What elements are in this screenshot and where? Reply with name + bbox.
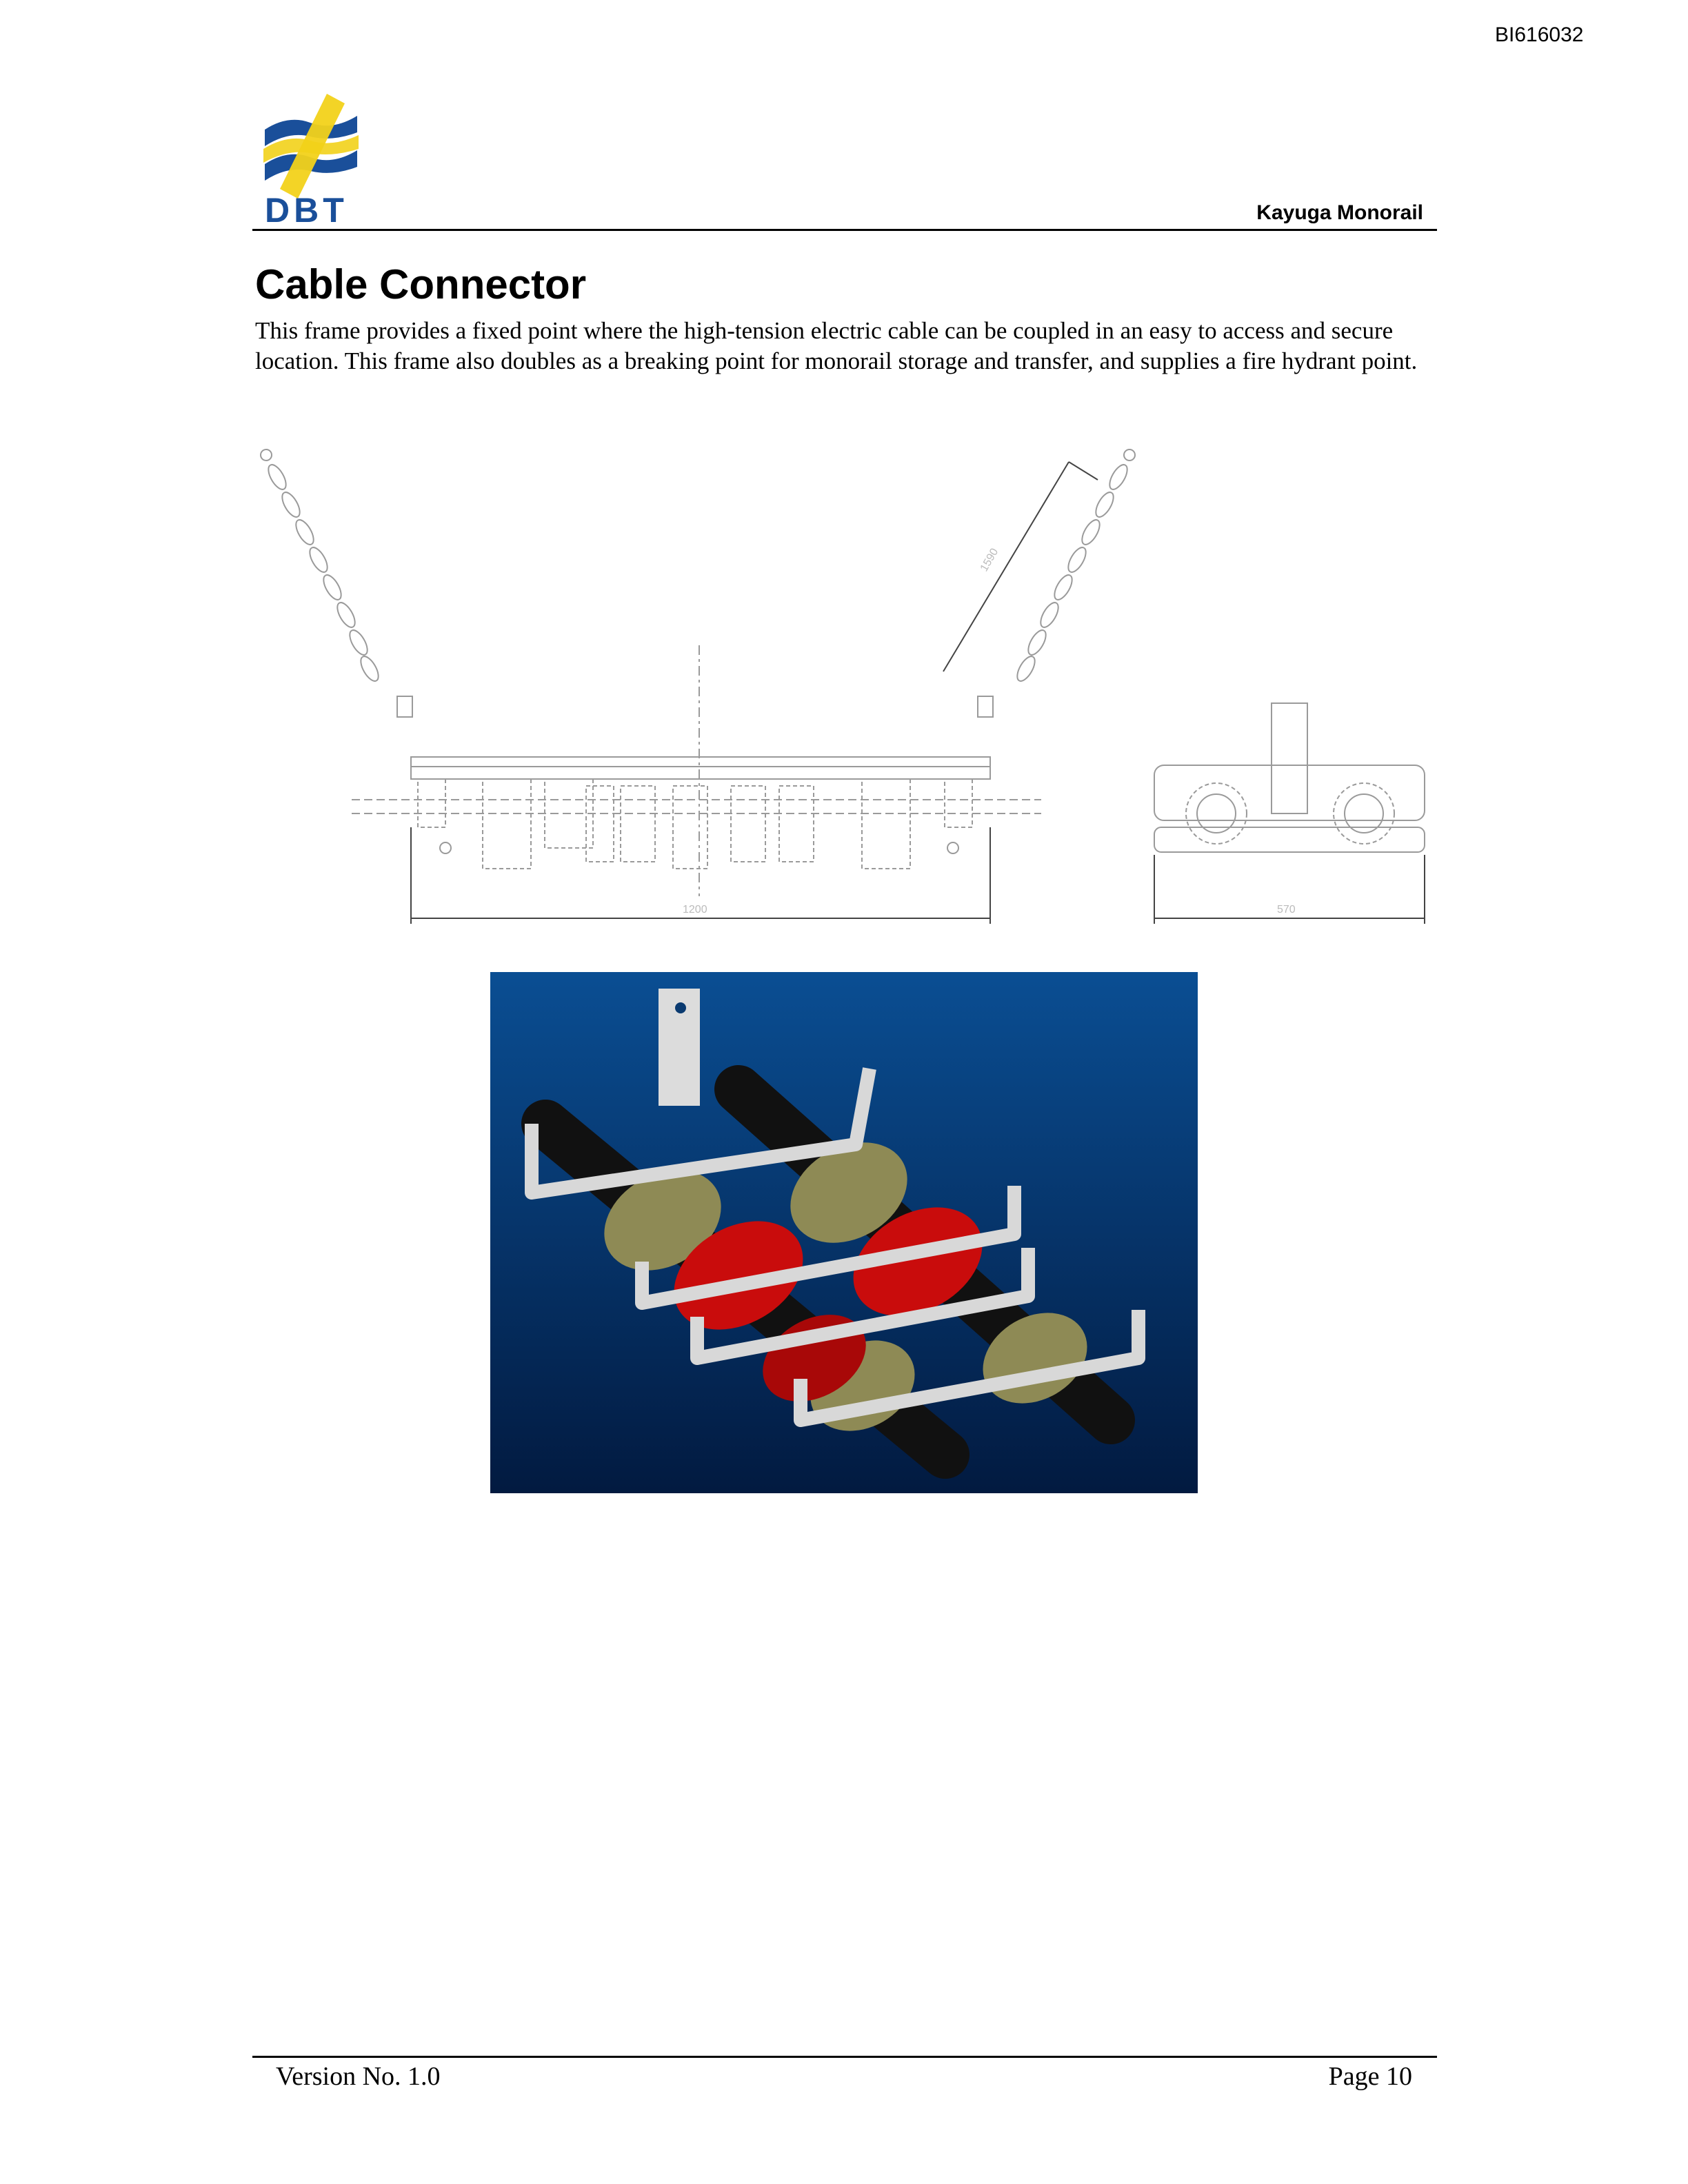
- chain-length-label: 1590: [978, 546, 1001, 574]
- right-chain: [978, 449, 1135, 717]
- technical-drawing: [255, 441, 1434, 938]
- left-chain: [261, 449, 412, 717]
- header-divider: [252, 229, 1437, 231]
- chain-dimension: [943, 462, 1098, 671]
- front-view: [352, 645, 1041, 896]
- page-number: Page 10: [1328, 2062, 1412, 2091]
- logo-wordmark: DBT: [265, 191, 348, 226]
- document-id: BI616032: [1495, 23, 1584, 46]
- version-number: Version No. 1.0: [276, 2062, 441, 2091]
- section-title: Cable Connector: [255, 261, 587, 307]
- depth-label: 570: [1277, 904, 1296, 916]
- side-view: [1154, 703, 1425, 852]
- footer-divider: [252, 2056, 1437, 2058]
- product-name: Kayuga Monorail: [1256, 201, 1423, 224]
- width-dimension: [411, 827, 990, 924]
- depth-dimension: [1154, 855, 1425, 924]
- section-description: This frame provides a fixed point where the high-tension electric cable can be coupled in an easy to access and secure location. This frame also doubles as a breaking point for monorail storage and transfer, and supplies a fire hydrant point.: [255, 317, 1418, 374]
- 3d-render-image: [490, 972, 1198, 1493]
- width-label: 1200: [683, 904, 707, 916]
- dbt-logo: [261, 91, 361, 226]
